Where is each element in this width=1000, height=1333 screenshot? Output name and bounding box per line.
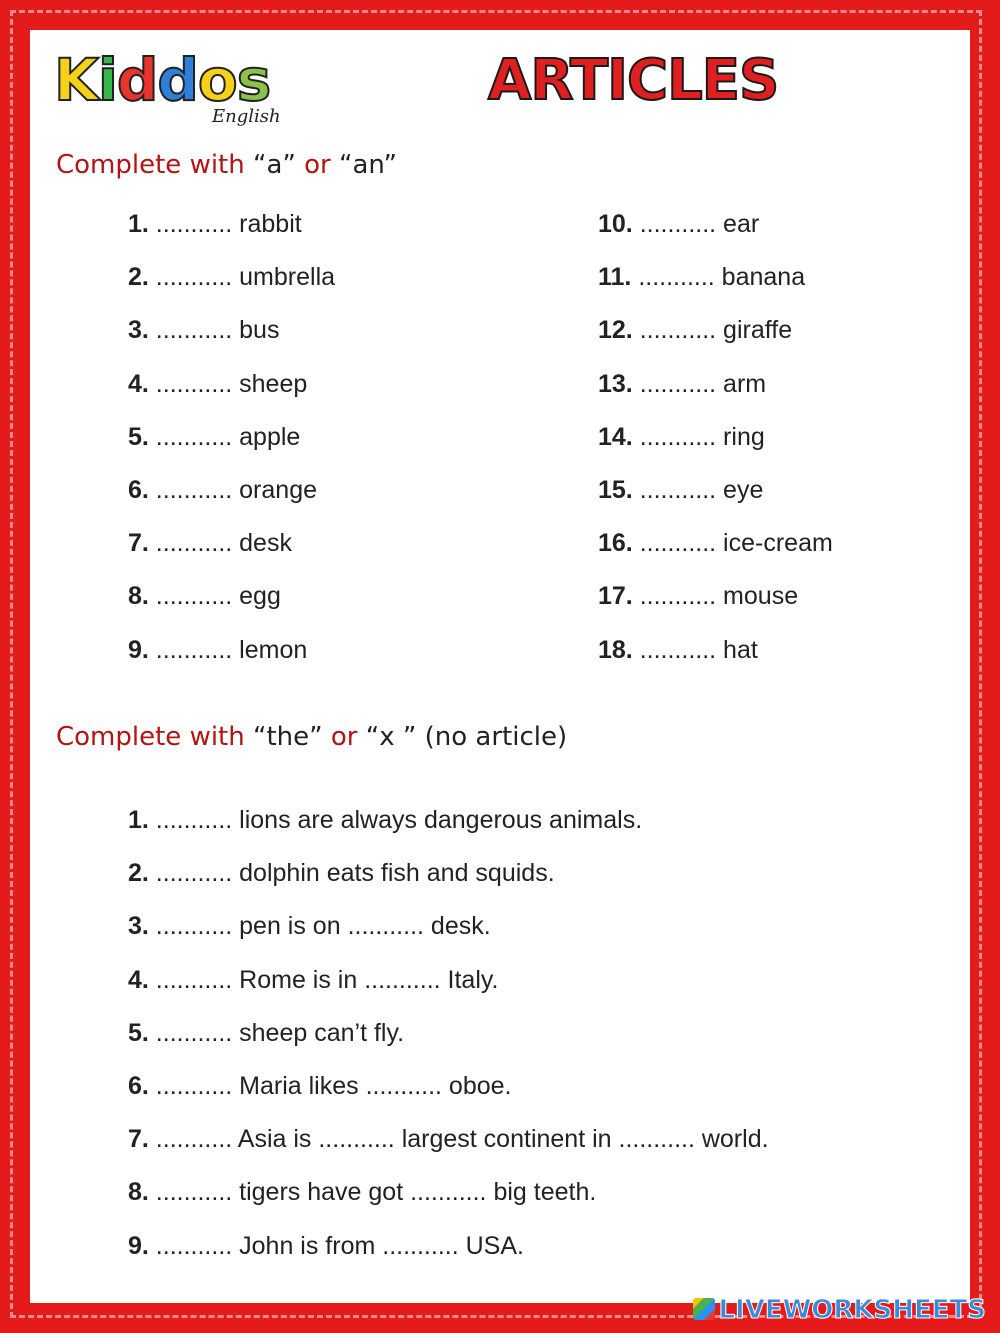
liveworksheets-watermark[interactable] bbox=[693, 1295, 986, 1325]
item-text: ........... mouse bbox=[632, 582, 799, 611]
item-text: ........... ring bbox=[632, 422, 765, 451]
item-number: 13. bbox=[598, 369, 633, 398]
list-item bbox=[128, 966, 769, 1019]
item-number: 17. bbox=[598, 582, 633, 611]
item-number: 10. bbox=[598, 210, 633, 238]
item-number: 2. bbox=[128, 859, 149, 888]
logo-letter: d bbox=[157, 46, 198, 114]
item-number: 3. bbox=[128, 316, 149, 345]
item-text: ........... sheep can’t fly. bbox=[148, 1018, 405, 1047]
item-number: 18. bbox=[598, 635, 633, 664]
section1-right-list bbox=[598, 210, 833, 689]
heading-option-b: “an” bbox=[339, 150, 397, 180]
item-number: 9. bbox=[128, 1231, 149, 1260]
list-item bbox=[598, 476, 833, 529]
list-item bbox=[598, 263, 833, 316]
heading-option-a: “a” bbox=[253, 150, 296, 180]
item-number: 15. bbox=[598, 475, 633, 504]
item-number: 3. bbox=[128, 912, 149, 941]
item-text: ........... desk bbox=[148, 529, 292, 558]
item-text: ........... orange bbox=[148, 475, 317, 504]
item-text: ........... lemon bbox=[148, 635, 308, 664]
list-item bbox=[128, 370, 335, 423]
list-item bbox=[128, 859, 769, 912]
kiddos-logo bbox=[54, 40, 299, 140]
heading-option-a: “the” bbox=[253, 722, 323, 752]
list-item bbox=[128, 1232, 769, 1285]
item-number: 9. bbox=[128, 635, 149, 664]
item-text: ........... apple bbox=[148, 422, 301, 451]
section2-list bbox=[128, 806, 769, 1285]
watermark-text: LIVEWORKSHEETS bbox=[718, 1295, 986, 1325]
item-number: 2. bbox=[128, 263, 149, 292]
item-number: 6. bbox=[128, 475, 149, 504]
item-number: 14. bbox=[598, 422, 633, 451]
list-item bbox=[128, 316, 335, 369]
section1-left-list bbox=[128, 210, 335, 689]
section1-heading bbox=[56, 150, 397, 180]
item-text: ........... John is from ........... USA. bbox=[148, 1231, 524, 1260]
item-text: ........... rabbit bbox=[148, 210, 302, 238]
item-text: ........... lions are always dangerous animals. bbox=[148, 806, 643, 834]
list-item bbox=[128, 476, 335, 529]
item-text: ........... arm bbox=[632, 369, 767, 398]
heading-or: or bbox=[295, 150, 340, 180]
heading-text: Complete with bbox=[56, 150, 253, 180]
item-text: ........... egg bbox=[148, 582, 281, 611]
heading-text: Complete with bbox=[56, 722, 253, 752]
list-item bbox=[128, 912, 769, 965]
item-text: ........... giraffe bbox=[632, 316, 793, 345]
list-item bbox=[128, 1178, 769, 1231]
list-item bbox=[128, 582, 335, 635]
item-number: 1. bbox=[128, 806, 149, 834]
item-text: ........... eye bbox=[632, 475, 764, 504]
item-text: ........... pen is on ........... desk. bbox=[148, 912, 491, 941]
item-number: 5. bbox=[128, 422, 149, 451]
section2-heading bbox=[56, 722, 567, 752]
list-item bbox=[128, 423, 335, 476]
list-item bbox=[598, 636, 833, 689]
item-number: 6. bbox=[128, 1071, 149, 1100]
list-item bbox=[128, 263, 335, 316]
list-item bbox=[128, 1072, 769, 1125]
item-number: 4. bbox=[128, 369, 149, 398]
logo-letter: o bbox=[197, 46, 237, 114]
item-text: ........... ear bbox=[632, 210, 760, 238]
item-number: 4. bbox=[128, 965, 149, 994]
list-item bbox=[128, 529, 335, 582]
list-item bbox=[598, 582, 833, 635]
liveworksheets-logo-icon bbox=[693, 1298, 715, 1320]
list-item bbox=[598, 210, 833, 263]
item-number: 8. bbox=[128, 582, 149, 611]
item-text: ........... bus bbox=[148, 316, 280, 345]
item-number: 16. bbox=[598, 529, 633, 558]
heading-option-b: “x ” (no article) bbox=[365, 722, 568, 752]
list-item bbox=[128, 1019, 769, 1072]
list-item bbox=[128, 1125, 769, 1178]
item-text: ........... umbrella bbox=[148, 263, 336, 292]
item-text: ........... ice-cream bbox=[632, 529, 833, 558]
item-text: ........... banana bbox=[631, 263, 806, 292]
page-title: ARTICLES bbox=[488, 48, 779, 113]
item-text: ........... Maria likes ........... oboe. bbox=[148, 1071, 512, 1100]
item-number: 1. bbox=[128, 210, 149, 238]
item-number: 7. bbox=[128, 1125, 149, 1154]
item-number: 8. bbox=[128, 1178, 149, 1207]
item-number: 12. bbox=[598, 316, 633, 345]
list-item bbox=[598, 370, 833, 423]
item-number: 7. bbox=[128, 529, 149, 558]
item-text: ........... Rome is in ........... Italy. bbox=[148, 965, 499, 994]
list-item bbox=[128, 210, 335, 263]
logo-letter: d bbox=[116, 46, 158, 114]
item-number: 11. bbox=[598, 263, 632, 292]
list-item bbox=[598, 316, 833, 369]
logo-letter: s bbox=[236, 46, 271, 114]
list-item bbox=[128, 806, 769, 859]
list-item bbox=[128, 636, 335, 689]
list-item bbox=[598, 423, 833, 476]
logo-subtitle: English bbox=[212, 106, 281, 127]
logo-letter: i bbox=[97, 46, 117, 114]
item-text: ........... tigers have got ........... big teeth. bbox=[148, 1178, 597, 1207]
logo-letter: K bbox=[54, 46, 98, 114]
worksheet bbox=[30, 30, 970, 1303]
item-text: ........... Asia is ........... largest continent in ........... world. bbox=[148, 1125, 769, 1154]
item-text: ........... sheep bbox=[148, 369, 308, 398]
list-item bbox=[598, 529, 833, 582]
heading-or: or bbox=[322, 722, 366, 752]
item-text: ........... hat bbox=[632, 635, 758, 664]
item-text: ........... dolphin eats fish and squids. bbox=[148, 859, 555, 888]
item-number: 5. bbox=[128, 1018, 149, 1047]
